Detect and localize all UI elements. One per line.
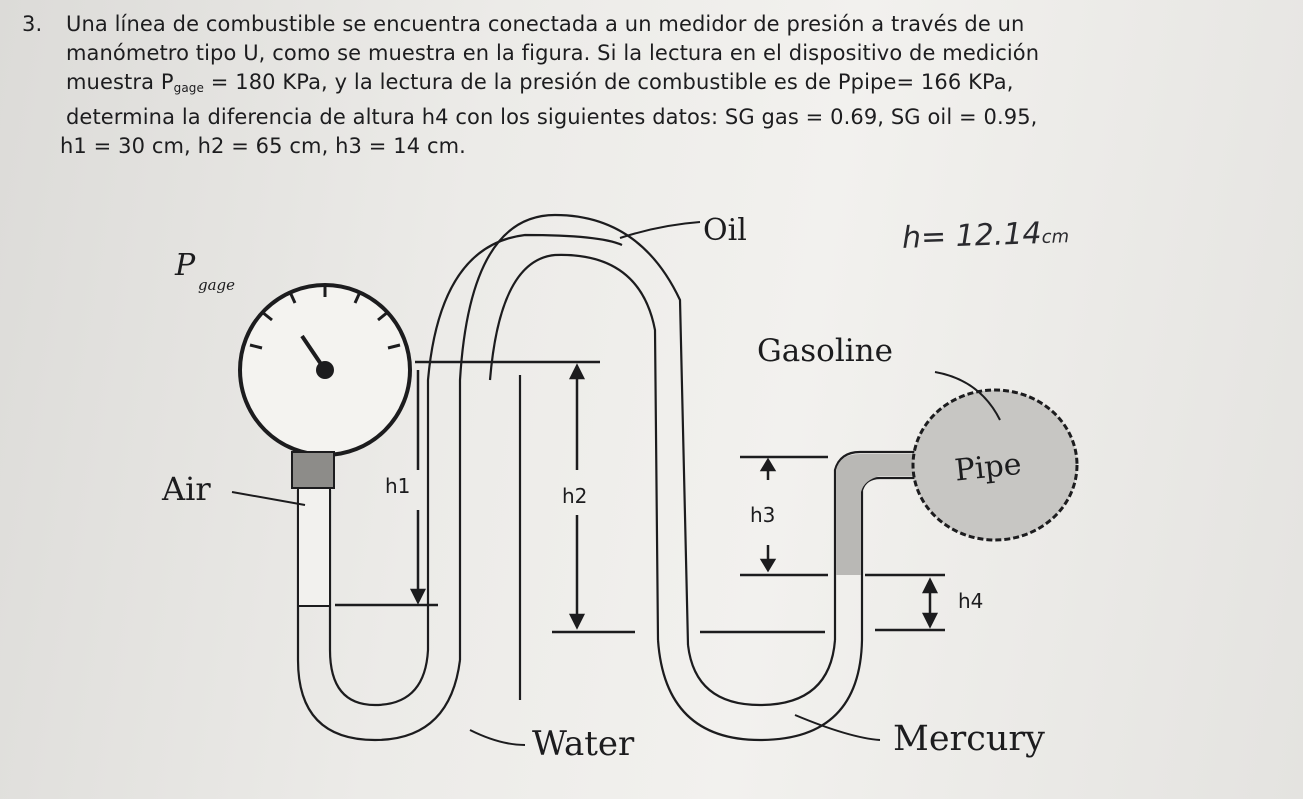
tube-inner-oil bbox=[428, 235, 622, 650]
label-h4: h4 bbox=[958, 589, 984, 613]
handwritten-unit: cm bbox=[1041, 226, 1070, 249]
problem-line-3a: muestra P bbox=[66, 70, 174, 94]
tube-mid-oil-inner bbox=[490, 255, 658, 640]
problem-line-1: Una línea de combustible se encuentra conectada a un medidor de presión a través de un bbox=[66, 12, 1025, 36]
gauge-fitting bbox=[292, 452, 334, 488]
label-h3: h3 bbox=[750, 503, 776, 527]
handwritten-value: h= 12.14 bbox=[901, 216, 1043, 256]
label-mercury: Mercury bbox=[893, 719, 1045, 759]
pgage-subscript: gage bbox=[173, 81, 204, 95]
problem-line-2: manómetro tipo U, como se muestra en la figura. Si la lectura en el dispositivo de medición bbox=[66, 41, 1040, 65]
problem-line-3b: = 180 KPa, y la lectura de la presión de combustible es de Ppipe= 166 KPa, bbox=[203, 70, 1014, 94]
pressure-gauge bbox=[240, 285, 410, 606]
problem-line-4: determina la diferencia de altura h4 con los siguientes datos: SG gas = 0.69, SG oil = 0.95, bbox=[66, 105, 1038, 129]
label-h1: h1 bbox=[385, 474, 411, 498]
tube-outer-oil bbox=[460, 215, 688, 660]
label-air: Air bbox=[162, 470, 211, 508]
tube-inner-mercury bbox=[688, 640, 835, 705]
label-water: Water bbox=[532, 724, 635, 764]
air-column bbox=[298, 488, 330, 606]
tube-inner-water bbox=[330, 490, 428, 705]
gasoline-fill bbox=[836, 454, 925, 575]
label-oil: Oil bbox=[703, 213, 747, 248]
tube-gasoline-outer bbox=[862, 478, 925, 640]
problem-number: 3. bbox=[22, 12, 43, 36]
gauge-hub bbox=[316, 361, 334, 379]
label-p-sub: gage bbox=[198, 276, 236, 294]
label-pipe: Pipe bbox=[953, 446, 1024, 489]
label-p: P bbox=[175, 248, 196, 283]
label-h2: h2 bbox=[562, 484, 588, 508]
label-gasoline: Gasoline bbox=[757, 333, 893, 369]
problem-line-5: h1 = 30 cm, h2 = 65 cm, h3 = 14 cm. bbox=[60, 134, 466, 158]
